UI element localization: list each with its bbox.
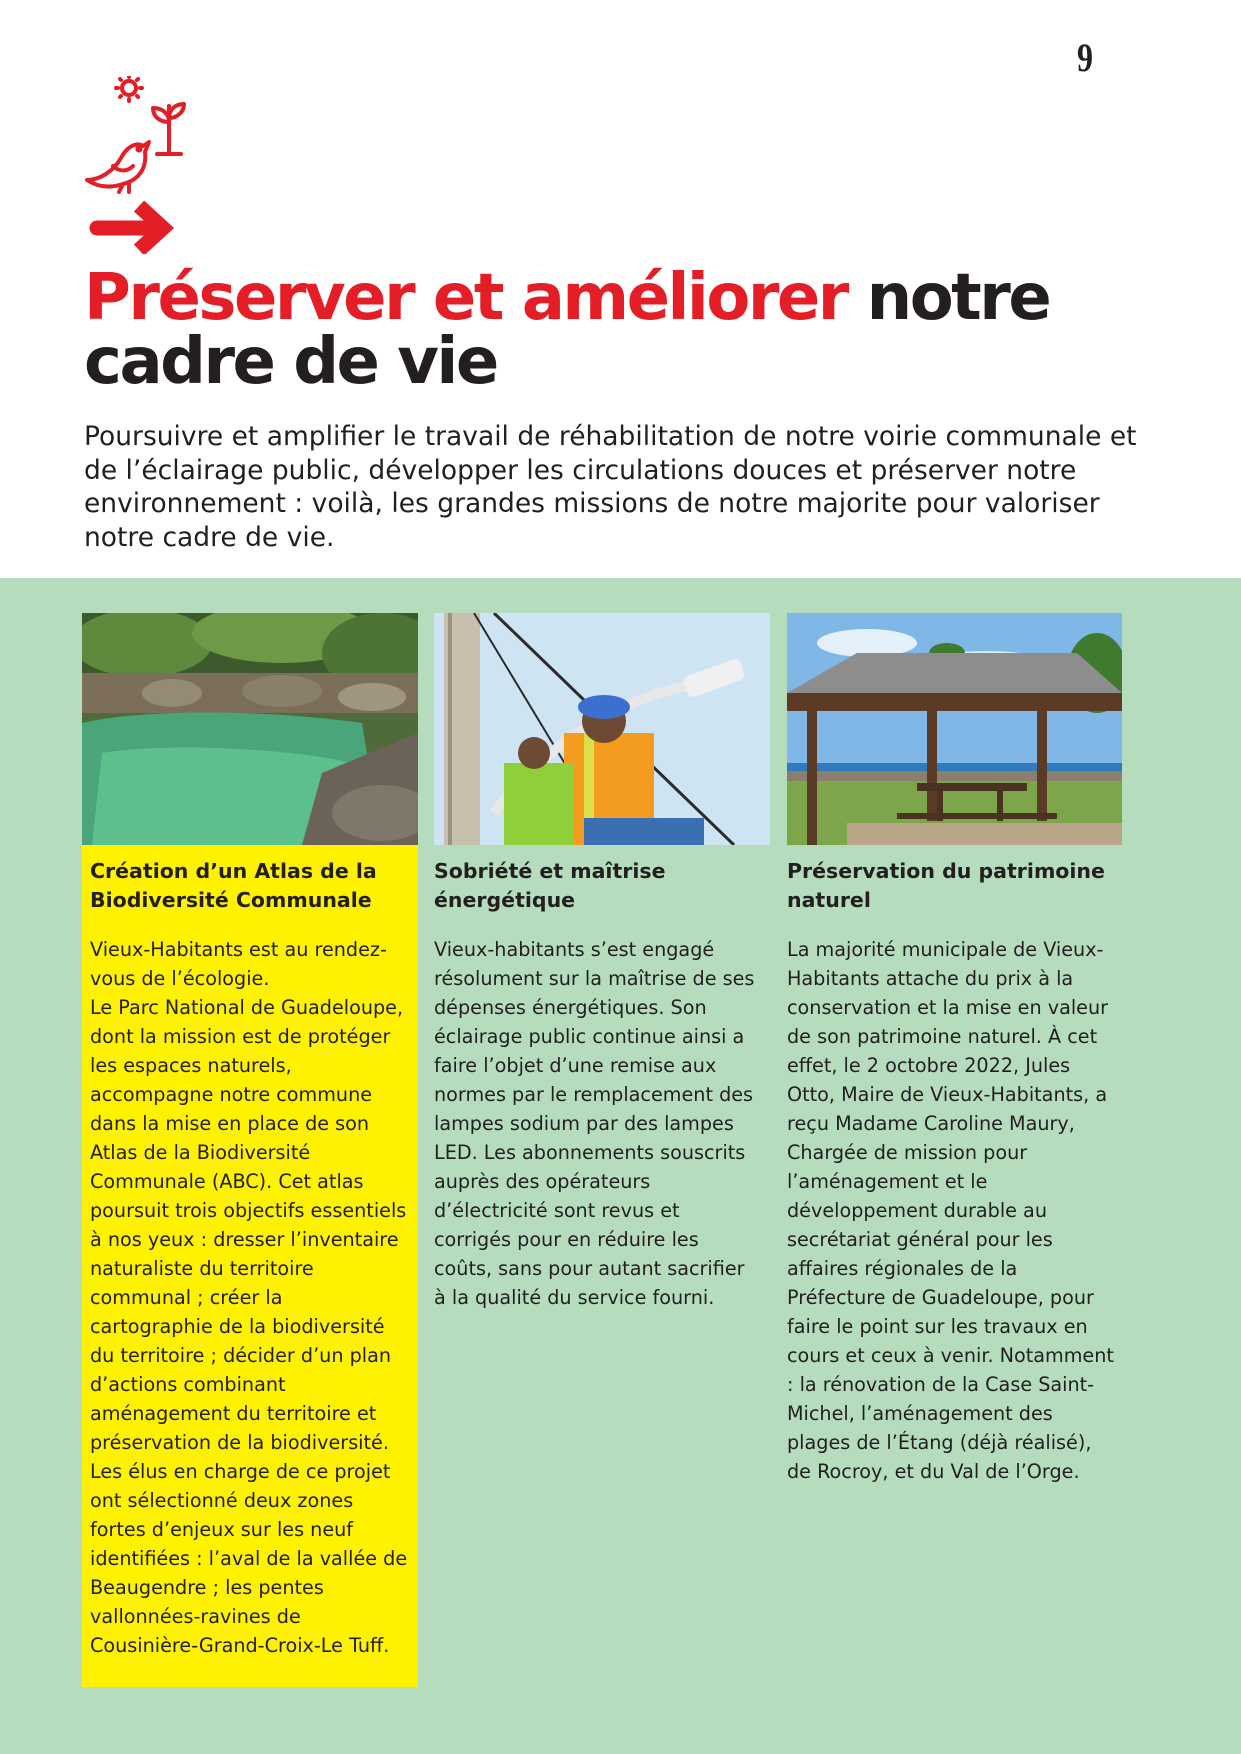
column-energy — [434, 613, 770, 1312]
page-title-accent: Préserver et améliorer — [84, 261, 847, 335]
column-text — [787, 845, 1122, 1486]
streetlight-workers-photo — [434, 613, 770, 845]
beach-gazebo-photo — [787, 613, 1122, 845]
page-title — [84, 261, 1184, 399]
arrow-right-icon — [97, 206, 163, 250]
bird-icon — [87, 142, 149, 192]
column-title: Création d’un Atlas de la Biodiversité Communale — [90, 859, 377, 912]
column-title: Sobriété et maîtrise énergétique — [434, 859, 666, 912]
column-body: Vieux-Habitants est au rendez-vous de l’écologie. Le Parc National de Guadeloupe, dont la mission est de protéger les espaces naturels, accompagne notre commune dans la mise en place de son Atlas de la Biodiversité Communale (ABC). Cet atlas poursuit trois objectifs essentiels à nos yeux : dresser l’inventaire naturaliste du territoire communal ; créer la cartographie de la biodiversité du territoire ; décider d’un plan d’actions combinant aménagement du territoire et préservation de la biodiversité. Les élus en charge de ce projet ont sélectionné deux zones fortes d’enjeux sur les neuf identifiées : l’aval de la vallée de Beaugendre ; les pentes vallonnées-ravines de Cousinière-Grand-Croix-Le Tuff. — [90, 938, 408, 1657]
page-title-rest: notre cadre de vie — [84, 261, 1050, 399]
column-text — [82, 845, 418, 1687]
intro-paragraph: Poursuivre et amplifier le travail de réhabilitation de notre voirie communale et de l’éclairage public, développer les circulations douces et préserver notre environnement : voilà, les grandes missions de notre majorite pour valoriser notre cadre de vie. — [84, 421, 1137, 553]
column-body: Vieux-habitants s’est engagé résolument sur la maîtrise de ses dépenses énergétiques. Son éclairage public continue ainsi a faire l’objet d’une remise aux normes par le remplacement des lampes sodium par des lampes LED. Les abonnements souscrits auprès des opérateurs d’électricité sont revus et corrigés pour en réduire les coûts, sans pour autant sacrifier à la qualité du service fourni. — [434, 938, 755, 1309]
page-number: 9 — [1077, 35, 1093, 80]
column-text — [434, 845, 770, 1312]
column-title: Préservation du patrimoine naturel — [787, 859, 1105, 912]
column-biodiversity-atlas — [82, 613, 418, 1687]
section-logo — [83, 76, 195, 254]
plant-icon — [153, 104, 184, 154]
sun-icon — [116, 76, 142, 101]
column-heritage — [787, 613, 1122, 1486]
river-pool-photo — [82, 613, 418, 845]
column-body: La majorité municipale de Vieux-Habitants attache du prix à la conservation et la mise en valeur de son patrimoine naturel. À cet effet, le 2 octobre 2022, Jules Otto, Maire de Vieux-Habitants, a reçu Madame Caroline Maury, Chargée de mission pour l’aménagement et le développement durable au secrétariat général pour les affaires régionales de la Préfecture de Guadeloupe, pour faire le point sur les travaux en cours et ceux à venir. Notamment : la rénovation de la Case Saint-Michel, l’aménagement des plages de l’Étang (déjà réalisé), de Rocroy, et du Val de l’Orge. — [787, 938, 1114, 1483]
